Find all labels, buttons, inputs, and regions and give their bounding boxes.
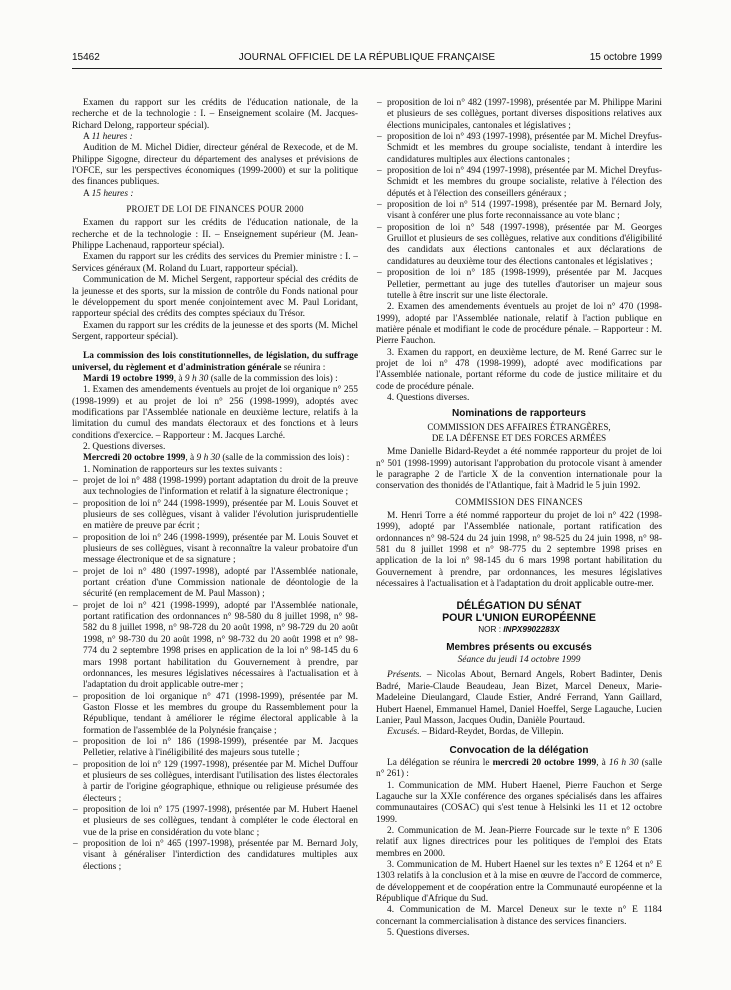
paragraph: Examen du rapport sur les crédits de l'éducation nationale, de la recherche et de la technologie : II. – Enseignement supérieur (M. Jean-Philippe Lachenaud, rapporteur spécial). [72,218,358,252]
list-item: – proposition de loi n° 185 (1998-1999), présentée par M. Jacques Pelletier, permettant au juge des tutelles d'autoriser un majeur sous tutelle à être inscrit sur une liste électorale. [376,268,662,302]
nominations-heading: Nominations de rapporteurs [452,408,586,420]
commission-finances-heading: COMMISSION DES FINANCES [455,496,583,507]
list-item: – proposition de loi n° 186 (1998-1999), présentée par M. Jacques Pelletier, relative à l'inéligibilité des majeurs sous tutelle ; [72,737,358,760]
paragraph: 4. Communication de M. Marcel Deneux sur le texte n° E 1184 concernant la commercialisation à distance des services financiers. [376,905,662,927]
list-item: – proposition de loi n° 493 (1997-1998), présentée par M. Michel Dreyfus-Schmidt et les membres du groupe socialiste, tendant à interdire les candidatures multiples aux élections cantonales ; [376,132,662,166]
list-item: – projet de loi n° 488 (1998-1999) portant adaptation du droit de la preuve aux technologies de l'information et relatif à la signature électronique ; [72,476,358,499]
paragraph: Examen du rapport sur les crédits de la jeunesse et des sports (M. Michel Sergent, rapporteur spécial). [72,320,358,342]
delegation-heading-2: POUR L'UNION EUROPÉENNE [442,612,596,625]
left-column [72,98,358,873]
paragraph: Examen du rapport sur les crédits des services du Premier ministre : I. – Services généraux (M. Roland du Luart, rapporteur spécial). [72,252,358,274]
delegation-block [376,600,662,635]
seance-date: Séance du jeudi 14 octobre 1999 [457,655,581,666]
plf-heading: PROJET DE LOI DE FINANCES POUR 2000 [126,204,304,215]
issue-date: 15 octobre 1999 [589,52,662,63]
time-line: A 11 heures : [83,132,133,143]
paragraph: 3. Communication de M. Hubert Haenel sur les textes n° E 1264 et n° E 1303 relatifs à la conclusion et à la mise en œuvre de l'accord de commerce, de développement et de coopération entre la Communauté européenne et la République d'Afrique du Sud. [376,859,662,904]
paragraph: 3. Examen du rapport, en deuxième lecture, de M. René Garrec sur le projet de loi n° 478 (1998-1999), adopté avec modifications par l'Assemblée nationale, portant réforme du code de justice militaire et du code de procédure pénale. [376,347,662,392]
commission-lois-intro: La commission des lois constitutionnelles, de législation, du suffrage universel, du règlement et d'administration générale se réunira : [72,351,358,373]
nor-reference: NOR : INPX9902283X [478,625,560,635]
presents-paragraph: Présents. – Nicolas About, Bernard Angels, Robert Badinter, Denis Badré, Marie-Claude Beaudeau, Jean Bizet, Marcel Deneux, Marie-Madeleine Dieulangard, Claude Estier, André Ferrand, Yann Gaillard, Hubert Haenel, Emmanuel Hamel, Daniel Hoeffel, Serge Lagauche, Lucien Lanier, Paul Masson, Jacques Oudin, Danièle Pourtaud. [376,670,662,726]
paragraph: 1. Communication de MM. Hubert Haenel, Pierre Fauchon et Serge Lagauche sur la XXIe conférence des organes spécialisés dans les affaires communautaires (COSAC) qui s'est tenue à Helsinki les 11 et 12 octobre 1999. [376,780,662,825]
paragraph: 2. Communication de M. Jean-Pierre Fourcade sur le texte n° E 1306 relatif aux lignes directrices pour les politiques de l'emploi des Etats membres en 2000. [376,825,662,859]
page-header [72,52,662,66]
convocation-heading: Convocation de la délégation [449,744,589,756]
paragraph: Mme Danielle Bidard-Reydet a été nommée rapporteur du projet de loi n° 501 (1998-1999) autorisant l'approbation du protocole visant à amender le paragraphe 2 de l'article X de la convention internationale pour la conservation des thonidés de l'Atlantique, fait à Madrid le 5 juin 1992. [376,447,662,492]
list-item: – proposition de loi n° 494 (1997-1998), présentée par M. Michel Dreyfus-Schmidt et les membres du groupe socialiste, relative à l'élection des députés et à l'élection des conseillers généraux ; [376,166,662,200]
commission-affaires-etrangeres-heading: COMMISSION DES AFFAIRES ÉTRANGÈRES, DE LA DÉFENSE ET DES FORCES ARMÉES [427,421,611,443]
time-line: A 15 heures : [83,188,134,199]
list-item: – projet de loi n° 480 (1997-1998), adopté par l'Assemblée nationale, portant création d'une Commission nationale de déontologie de la sécurité (en remplacement de M. Paul Masson) ; [72,567,358,601]
mardi-line: Mardi 19 octobre 1999, à 9 h 30 (salle de la commission des lois) : [83,373,338,384]
list-item: – proposition de loi n° 548 (1997-1998), présentée par M. Georges Gruillot et plusieurs de ses collègues, relative aux conditions d'éligibilité des candidats aux élections cantonales et aux déclarations de candidatures au deuxième tour des élections cantonales et législatives ; [376,223,662,268]
page-number: 15462 [72,52,100,63]
list-item: – proposition de loi n° 465 (1997-1998), présentée par M. Bernard Joly, visant à généraliser l'interdiction des candidatures multiples aux élections ; [72,839,358,873]
journal-title: JOURNAL OFFICIEL DE LA RÉPUBLIQUE FRANÇAISE [238,52,496,63]
right-text-list [376,98,662,302]
paragraph: 2. Examen des amendements éventuels au projet de loi n° 470 (1998-1999), adopté par l'Assemblée nationale, relatif à l'action publique en matière pénale et modifiant le code de procédure pénale. – Rapporteur : M. Pierre Fauchon. [376,302,662,347]
convocation-line: La délégation se réunira le mercredi 20 octobre 1999, à 16 h 30 (salle n° 261) : [376,757,662,780]
paragraph: 1. Nomination de rapporteurs sur les textes suivants : [83,464,283,475]
paragraph: Audition de M. Michel Didier, directeur général de Rexecode, et de M. Philippe Sigogne, directeur du département des analyses et prévisions de l'OFCE, sur les perspectives économiques (1999-2000) et sur la politique des finances publiques. [72,143,358,188]
header-rule [72,68,662,69]
mercredi-line: Mercredi 20 octobre 1999, à 9 h 30 (salle de la commission des lois) : [83,453,350,464]
list-item: – projet de loi n° 421 (1998-1999), adopté par l'Assemblée nationale, portant ratification des ordonnances n° 98-580 du 8 juillet 1998, n° 98-582 du 8 juillet 1998, n° 98-728 du 20 août 1998, n° 98-729 du 20 août 1998, n° 98-730 du 20 août 1998, n° 98-732 du 20 août 1998 et n° 98-774 du 2 septembre 1998 prises en application de la loi n° 98-145 du 6 mars 1998 portant habilitation du Gouvernement à prendre, par ordonnances, les mesures législatives nécessaires à l'actualisation et à l'adaptation du droit applicable outre-mer ; [72,601,358,692]
list-item: – proposition de loi n° 129 (1997-1998), présentée par M. Michel Duffour et plusieurs de ses collègues, interdisant l'utilisation des listes électorales à partir de l'origine géographique, ethnique ou religieuse présumée des électeurs ; [72,760,358,805]
paragraph: M. Henri Torre a été nommé rapporteur du projet de loi n° 422 (1998-1999), adopté par l'Assemblée nationale, portant ratification des ordonnances n° 98-524 du 24 juin 1998, n° 98-525 du 24 juin 1998, n° 98-581 du 8 juillet 1998 et n° 98-775 du 2 septembre 1998 prises en application de la loi n° 98-145 du 6 mars 1998 portant habilitation du Gouvernement à prendre, par ordonnances, les mesures législatives nécessaires à l'actualisation et à l'adaptation du droit applicable outre-mer. [376,511,662,590]
membres-heading: Membres présents ou excusés [446,641,592,653]
paragraph: Examen du rapport sur les crédits de l'éducation nationale, de la recherche et de la technologie : I. – Enseignement scolaire (M. Jacques-Richard Delong, rapporteur spécial). [72,98,358,131]
list-item: – proposition de loi n° 514 (1997-1998), présentée par M. Bernard Joly, visant à conférer une plus forte reconnaissance au vote blanc ; [376,200,662,223]
paragraph: 5. Questions diverses. [387,928,470,939]
left-text-list [72,476,358,873]
excuses-paragraph: Excusés. – Bidard-Reydet, Bordas, de Villepin. [387,727,564,738]
right-column [376,98,662,939]
list-item: – proposition de loi n° 246 (1998-1999), présentée par M. Louis Souvet et plusieurs de ses collègues, visant à reconnaître la valeur probatoire d'un message électronique et de sa signature ; [72,533,358,567]
paragraph: 4. Questions diverses. [387,392,470,403]
paragraph: Communication de M. Michel Sergent, rapporteur spécial des crédits de la jeunesse et des sports, sur la mission de contrôle du Fonds national pour le développement du sport menée conjointement avec M. Paul Loridant, rapporteur spécial des crédits des comptes spéciaux du Trésor. [72,275,358,320]
delegation-heading-1: DÉLÉGATION DU SÉNAT [456,600,582,613]
list-item: – proposition de loi n° 175 (1997-1998), présentée par M. Hubert Haenel et plusieurs de ses collègues, tendant à compléter le code électoral en vue de la prise en considération du vote blanc ; [72,805,358,839]
list-item: – proposition de loi n° 244 (1998-1999), présentée par M. Louis Souvet et plusieurs de ses collègues, visant à valider l'évolution jurisprudentielle en matière de preuve par écrit ; [72,499,358,533]
list-item: – proposition de loi organique n° 471 (1998-1999), présentée par M. Gaston Flosse et les membres du groupe du Rassemblement pour la République, tendant à améliorer le régime électoral applicable à la formation de l'assemblée de la Polynésie française ; [72,692,358,737]
paragraph: 2. Questions diverses. [83,441,166,452]
list-item: – proposition de loi n° 482 (1997-1998), présentée par M. Philippe Marini et plusieurs de ses collègues, portant diverses dispositions relatives aux élections municipales, cantonales et législatives ; [376,98,662,132]
paragraph: 1. Examen des amendements éventuels au projet de loi organique n° 255 (1998-1999) et au projet de loi n° 256 (1998-1999), adoptés avec modifications par l'Assemblée nationale en deuxième lecture, relatifs à la limitation du cumul des mandats électoraux et des fonctions et à leurs conditions d'exercice. – Rapporteur : M. Jacques Larché. [72,385,358,441]
